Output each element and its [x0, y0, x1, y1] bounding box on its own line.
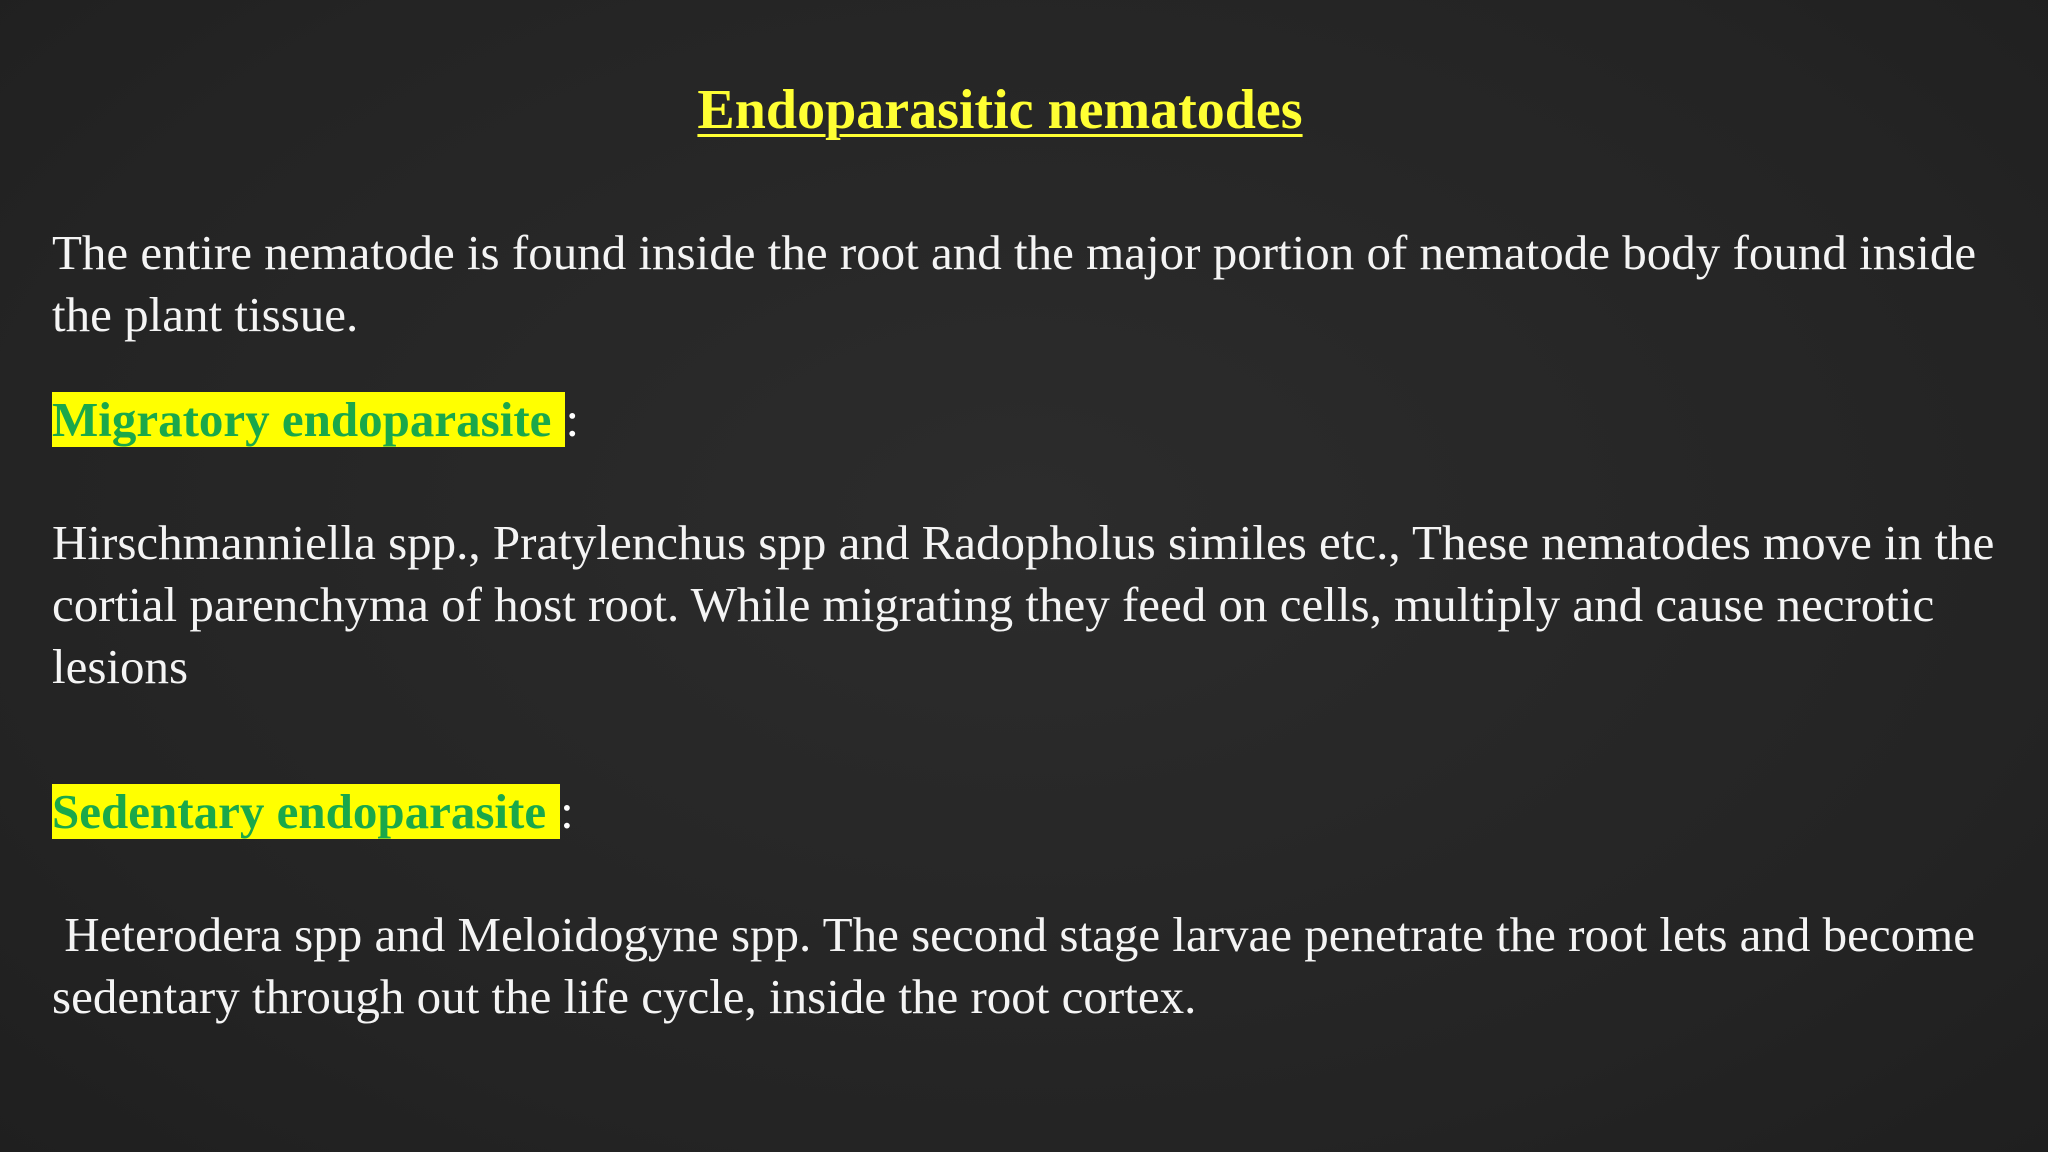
sedentary-heading-colon: :: [560, 784, 574, 839]
migratory-paragraph: Hirschmanniella spp., Pratylenchus spp and Radopholus similes etc., These nematodes move in the cortial parenchyma of host root. While migrating they feed on cells, multiply and cause necrotic lesions: [52, 515, 1995, 694]
migratory-heading-label: Migratory endoparasite: [52, 392, 565, 447]
sedentary-paragraph: Heterodera spp and Meloidogyne spp. The second stage larvae penetrate the root lets and become sedentary through out the life cycle, inside the root cortex.: [52, 907, 1988, 1024]
intro-paragraph: The entire nematode is found inside the root and the major portion of nematode body found inside the plant tissue.: [52, 225, 1977, 342]
migratory-heading: [52, 392, 579, 448]
slide-title-text: Endoparasitic nematodes: [697, 79, 1303, 141]
sedentary-heading-label: Sedentary endoparasite: [52, 784, 560, 839]
slide-title: [0, 78, 2000, 142]
sedentary-heading: [52, 784, 574, 840]
migratory-heading-colon: :: [565, 392, 580, 447]
